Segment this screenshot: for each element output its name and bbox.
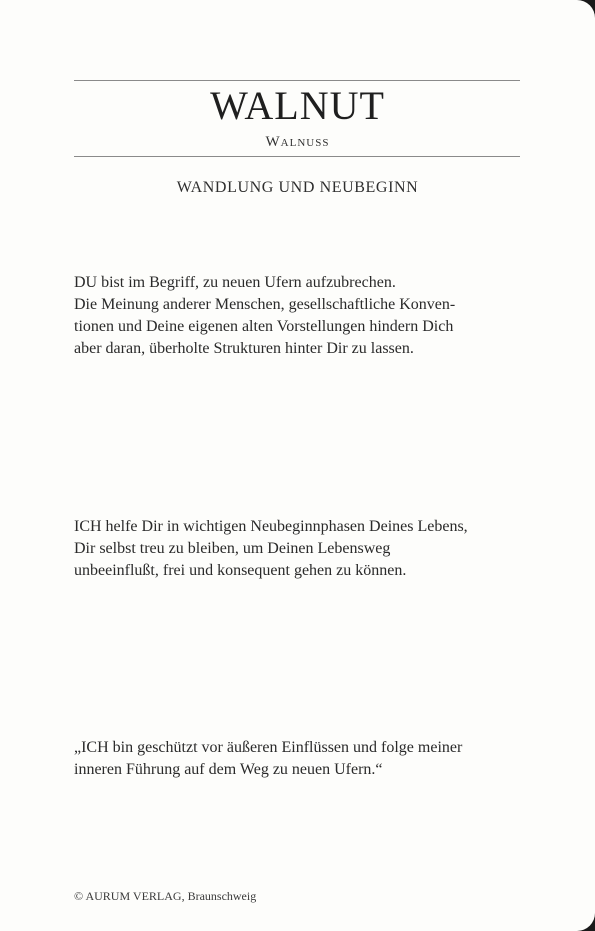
affirmation-paragraph: [74, 737, 544, 781]
description-paragraph: [74, 272, 544, 360]
header-bottom-rule: [74, 156, 520, 157]
help-line: unbeeinflußt, frei und konsequent gehen zu können.: [74, 562, 407, 579]
header-top-rule: [74, 80, 520, 81]
affirmation-line: inneren Führung auf dem Weg zu neuen Ufern.“: [74, 761, 383, 778]
card-theme: WANDLUNG UND NEUBEGINN: [176, 179, 419, 196]
affirmation-line: „ICH bin geschützt vor äußeren Einflüssen und folge meiner: [74, 739, 463, 756]
help-line: ICH helfe Dir in wichtigen Neubeginnphasen Deines Lebens,: [74, 518, 468, 535]
description-line: DU bist im Begriff, zu neuen Ufern aufzubrechen.: [74, 274, 396, 291]
help-line: Dir selbst treu zu bleiben, um Deinen Lebensweg: [74, 540, 391, 557]
description-line: Die Meinung anderer Menschen, gesellschaftliche Konven-: [74, 296, 456, 313]
copyright-notice: © AURUM VERLAG, Braunschweig: [74, 889, 257, 903]
description-line: aber daran, überholte Strukturen hinter Dir zu lassen.: [74, 340, 414, 357]
description-line: tionen und Deine eigenen alten Vorstellungen hindern Dich: [74, 318, 454, 335]
card-title: WALNUT: [210, 83, 385, 128]
card-subtitle: Walnuss: [265, 134, 330, 150]
help-paragraph: [74, 516, 544, 582]
